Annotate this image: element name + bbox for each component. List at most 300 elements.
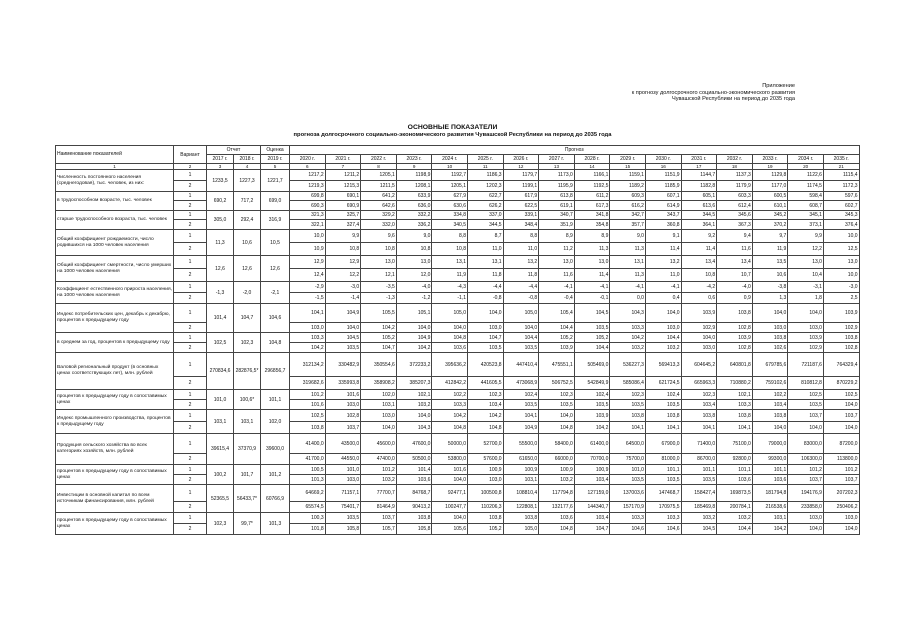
forecast-value: 613,6: [681, 201, 717, 211]
table-row: [56, 181, 860, 192]
forecast-value: 104,2: [396, 343, 432, 353]
table-row: [56, 524, 860, 535]
forecast-value: -0,1: [574, 293, 610, 304]
forecast-value: 13,5: [752, 256, 788, 269]
forecast-value: 61400,0: [574, 434, 610, 454]
forecast-value: 1189,2: [610, 181, 646, 192]
fact-value: 100,6*: [234, 390, 261, 410]
year-header: 2018 г.: [234, 155, 261, 164]
forecast-value: 101,6: [290, 400, 326, 410]
forecast-value: 102,2: [752, 390, 788, 400]
forecast-value: 103,5: [788, 400, 824, 410]
forecast-value: 55500,0: [503, 434, 539, 454]
fact-value: 1221,7: [261, 170, 290, 192]
forecast-value: 11,0: [503, 243, 539, 256]
indicator-label: Коэффициент естественного прироста населения, на 1000 человек населения: [56, 282, 174, 304]
column-number: 18: [717, 164, 753, 170]
forecast-value: 104,1: [290, 304, 326, 323]
forecast-value: 395636,2: [432, 353, 468, 377]
forecast-value: 50000,0: [432, 434, 468, 454]
table-row: [56, 192, 860, 201]
forecast-value: 322,1: [290, 220, 326, 230]
table-row: [56, 400, 860, 410]
fact-value: 102,3: [207, 513, 234, 535]
column-number: 12: [503, 164, 539, 170]
appendix-line: Чувашской Республики на период до 2035 года: [671, 96, 795, 103]
forecast-value: 100,9: [574, 465, 610, 475]
forecast-value: 630,6: [432, 201, 468, 211]
fact-value: 102,5: [207, 333, 234, 353]
forecast-value: 1173,0: [539, 170, 575, 181]
forecast-value: 104,1: [717, 422, 753, 434]
forecast-value: 343,7: [645, 211, 681, 220]
fact-value: 282876,5*: [234, 353, 261, 390]
forecast-value: 181794,8: [752, 485, 788, 502]
forecast-value: 84768,7: [396, 485, 432, 502]
forecast-value: 71157,1: [325, 485, 361, 502]
forecast-value: 332,0: [361, 220, 397, 230]
variant-cell: 2: [174, 293, 207, 304]
forecast-value: 105,2: [467, 524, 503, 535]
forecast-value: 10,7: [717, 269, 753, 282]
forecast-value: 475551,1: [539, 353, 575, 377]
forecast-value: 10,8: [325, 243, 361, 256]
forecast-value: 12,4: [290, 269, 326, 282]
forecast-value: -4,1: [539, 282, 575, 293]
forecast-value: 13,0: [788, 256, 824, 269]
forecast-value: 329,2: [361, 211, 397, 220]
forecast-value: 1198,9: [396, 170, 432, 181]
forecast-value: 104,2: [610, 333, 646, 343]
forecast-value: 104,0: [752, 304, 788, 323]
forecast-value: 103,5: [503, 400, 539, 410]
forecast-value: 102,3: [539, 390, 575, 400]
forecast-value: 104,8: [432, 422, 468, 434]
forecast-value: 157170,9: [610, 502, 646, 513]
forecast-value: 104,0: [539, 410, 575, 422]
forecast-value: 810812,8: [788, 377, 824, 390]
forecast-value: 41700,0: [290, 454, 326, 465]
forecast-value: 0,6: [681, 293, 717, 304]
forecast-value: 103,6: [396, 475, 432, 485]
forecast-value: 104,9: [325, 304, 361, 323]
table-body: [56, 170, 860, 535]
forecast-value: 103,9: [681, 304, 717, 323]
forecast-value: 10,0: [823, 269, 859, 282]
column-number: 17: [681, 164, 717, 170]
forecast-value: 1211,5: [361, 181, 397, 192]
forecast-value: 12,9: [290, 256, 326, 269]
forecast-value: 9,9: [325, 230, 361, 243]
forecast-value: 621724,5: [645, 377, 681, 390]
forecast-value: 506752,5: [539, 377, 575, 390]
forecast-value: 81000,0: [645, 454, 681, 465]
forecast-value: 350554,6: [361, 353, 397, 377]
forecast-value: 103,8: [752, 333, 788, 343]
forecast-value: 103,3: [717, 400, 753, 410]
forecast-value: 337,0: [467, 211, 503, 220]
forecast-value: 104,4: [574, 343, 610, 353]
table-row: [56, 269, 860, 282]
table-row: [56, 454, 860, 465]
forecast-value: 104,4: [503, 333, 539, 343]
forecast-value: 420523,8: [467, 353, 503, 377]
forecast-value: 1192,5: [574, 181, 610, 192]
forecast-value: 102,0: [361, 390, 397, 400]
forecast-value: 870229,2: [823, 377, 859, 390]
forecast-value: 103,8: [717, 410, 753, 422]
fact-value: 296856,7: [261, 353, 290, 390]
forecast-value: 103,2: [396, 400, 432, 410]
forecast-value: 104,3: [610, 304, 646, 323]
forecast-value: 2,5: [823, 293, 859, 304]
forecast-value: 1129,8: [752, 170, 788, 181]
forecast-value: 102,4: [574, 390, 610, 400]
forecast-value: 13,0: [361, 256, 397, 269]
forecast-value: 103,3: [610, 323, 646, 333]
forecast-value: 690,3: [290, 201, 326, 211]
forecast-value: 103,5: [325, 343, 361, 353]
fact-value: 690,2: [207, 192, 234, 211]
forecast-value: 41400,0: [290, 434, 326, 454]
forecast-value: -3,0: [325, 282, 361, 293]
forecast-value: 137003,6: [610, 485, 646, 502]
table-row: [56, 353, 860, 377]
forecast-value: 8,9: [539, 230, 575, 243]
indicator-label: процентов к предыдущему году в сопоставимых ценах: [56, 465, 174, 485]
forecast-value: 334,8: [432, 211, 468, 220]
forecast-value: 92477,1: [432, 485, 468, 502]
forecast-value: 104,8: [467, 422, 503, 434]
forecast-value: 100,9: [503, 465, 539, 475]
forecast-value: 104,0: [432, 323, 468, 333]
fact-value: 12,6: [261, 256, 290, 282]
appendix-line: Приложение: [762, 83, 795, 89]
variant-cell: 2: [174, 502, 207, 513]
forecast-value: 132177,6: [539, 502, 575, 513]
forecast-value: 13,0: [396, 256, 432, 269]
forecast-value: 617,9: [503, 192, 539, 201]
forecast-value: 103,6: [539, 513, 575, 524]
variant-cell: 2: [174, 400, 207, 410]
forecast-value: 104,1: [610, 422, 646, 434]
forecast-value: 104,4: [645, 333, 681, 343]
forecast-value: 103,0: [467, 323, 503, 333]
document-titles: [0, 124, 905, 139]
indicator-label: процентов к предыдущему году в сопоставимых ценах: [56, 390, 174, 410]
fact-value: 52365,5: [207, 485, 234, 513]
forecast-value: 10,8: [396, 243, 432, 256]
forecast-value: -0,8: [503, 293, 539, 304]
forecast-value: 1185,9: [645, 181, 681, 192]
forecast-value: 104,0: [503, 323, 539, 333]
forecast-value: 102,2: [432, 390, 468, 400]
indicator-label: в трудоспособном возрасте, тыс. человек: [56, 192, 174, 211]
year-header: 2024 г.: [432, 155, 468, 164]
forecast-value: 77700,7: [361, 485, 397, 502]
table-row: [56, 390, 860, 400]
forecast-value: 0,9: [717, 293, 753, 304]
forecast-value: 1166,1: [574, 170, 610, 181]
forecast-value: 105,0: [503, 304, 539, 323]
forecast-value: 104,0: [788, 422, 824, 434]
forecast-value: 327,4: [325, 220, 361, 230]
forecast-value: 127159,0: [574, 485, 610, 502]
forecast-value: 105,2: [539, 333, 575, 343]
indicator-label: Численность постоянного населения (среднегодовая), тыс. человек, из них:: [56, 170, 174, 192]
forecast-value: 52700,0: [467, 434, 503, 454]
forecast-value: 105,8: [396, 524, 432, 535]
forecast-value: 617,3: [574, 201, 610, 211]
forecast-value: 13,1: [610, 256, 646, 269]
forecast-value: 10,8: [432, 243, 468, 256]
forecast-value: 66000,0: [539, 454, 575, 465]
forecast-value: 351,9: [539, 220, 575, 230]
forecast-value: 101,2: [788, 465, 824, 475]
forecast-value: 636,0: [396, 201, 432, 211]
indicator-label: Продукция сельского хозяйства во всех категориях хозяйств, млн. рублей: [56, 434, 174, 465]
forecast-value: 370,2: [752, 220, 788, 230]
forecast-value: 13,4: [681, 256, 717, 269]
forecast-value: 103,5: [574, 323, 610, 333]
forecast-value: 103,5: [503, 343, 539, 353]
forecast-value: 70700,0: [574, 454, 610, 465]
table-row: [56, 256, 860, 269]
year-header: 2031 г.: [681, 155, 717, 164]
forecast-value: 75401,7: [325, 502, 361, 513]
forecast-value: 102,8: [717, 343, 753, 353]
forecast-value: 13,2: [503, 256, 539, 269]
forecast-value: 10,4: [788, 269, 824, 282]
forecast-value: 364,1: [681, 220, 717, 230]
fact-value: 101,7: [234, 465, 261, 485]
forecast-value: 100,9: [539, 465, 575, 475]
forecast-value: -3,5: [361, 282, 397, 293]
forecast-value: 569413,3: [645, 353, 681, 377]
forecast-value: -1,2: [396, 293, 432, 304]
variant-cell: 1: [174, 434, 207, 454]
forecast-value: 11,3: [610, 243, 646, 256]
forecast-value: 103,5: [645, 400, 681, 410]
forecast-value: 1115,4: [823, 170, 859, 181]
forecast-value: 699,8: [290, 192, 326, 201]
forecast-value: 75700,0: [610, 454, 646, 465]
forecast-value: 104,6: [610, 524, 646, 535]
forecast-value: 604645,2: [681, 353, 717, 377]
header-report: Отчет: [207, 146, 261, 155]
forecast-value: 104,8: [539, 422, 575, 434]
forecast-value: 104,7: [467, 333, 503, 343]
forecast-value: 607,1: [645, 192, 681, 201]
forecast-value: 104,0: [788, 524, 824, 535]
forecast-value: 103,0: [467, 475, 503, 485]
column-number: 16: [645, 164, 681, 170]
fact-value: 10,6: [234, 230, 261, 256]
forecast-value: 103,8: [503, 513, 539, 524]
forecast-value: 597,6: [823, 192, 859, 201]
variant-cell: 1: [174, 192, 207, 201]
forecast-value: -4,0: [396, 282, 432, 293]
table-row: [56, 323, 860, 333]
fact-value: 102,3: [234, 333, 261, 353]
forecast-value: 10,8: [681, 269, 717, 282]
fact-value: 12,6: [207, 256, 234, 282]
forecast-value: 103,9: [788, 333, 824, 343]
forecast-value: 447410,4: [503, 353, 539, 377]
forecast-value: 104,0: [396, 410, 432, 422]
column-number: 13: [539, 164, 575, 170]
variant-cell: 1: [174, 465, 207, 475]
forecast-value: 13,2: [645, 256, 681, 269]
forecast-value: 169873,5: [717, 485, 753, 502]
forecast-value: 1,8: [788, 293, 824, 304]
forecast-value: 102,9: [823, 323, 859, 333]
forecast-value: 100247,7: [432, 502, 468, 513]
forecast-value: -4,1: [574, 282, 610, 293]
forecast-value: 354,8: [574, 220, 610, 230]
forecast-value: 10,0: [290, 230, 326, 243]
year-header: 2020 г.: [290, 155, 326, 164]
forecast-value: 1205,1: [432, 181, 468, 192]
forecast-value: 104,0: [645, 304, 681, 323]
forecast-value: 105,8: [325, 524, 361, 535]
variant-cell: 1: [174, 256, 207, 269]
forecast-value: 1151,9: [645, 170, 681, 181]
column-number: 10: [432, 164, 468, 170]
fact-value: 99,7*: [234, 513, 261, 535]
forecast-value: 44550,0: [325, 454, 361, 465]
forecast-value: 339,1: [503, 211, 539, 220]
document-title: ОСНОВНЫЕ ПОКАЗАТЕЛИ: [407, 124, 498, 131]
fact-value: 101,1: [261, 390, 290, 410]
variant-cell: 2: [174, 422, 207, 434]
forecast-value: -0,4: [539, 293, 575, 304]
forecast-value: 103,9: [539, 343, 575, 353]
forecast-value: 104,7: [574, 524, 610, 535]
forecast-value: 104,3: [396, 422, 432, 434]
forecast-value: 103,7: [788, 475, 824, 485]
forecast-value: 633,9: [396, 192, 432, 201]
year-header: 2028 г.: [574, 155, 610, 164]
forecast-value: 12,1: [361, 269, 397, 282]
fact-value: 717,2: [234, 192, 261, 211]
variant-cell: 1: [174, 304, 207, 323]
forecast-value: 642,6: [361, 201, 397, 211]
forecast-value: 690,9: [325, 201, 361, 211]
forecast-value: 216538,6: [752, 502, 788, 513]
year-header: 2032 г.: [717, 155, 753, 164]
forecast-value: 101,4: [396, 465, 432, 475]
variant-cell: 2: [174, 343, 207, 353]
variant-cell: 1: [174, 170, 207, 181]
forecast-value: -4,1: [610, 282, 646, 293]
forecast-value: 1186,3: [467, 170, 503, 181]
forecast-value: 101,3: [290, 475, 326, 485]
forecast-value: 103,0: [290, 323, 326, 333]
forecast-value: -1,4: [325, 293, 361, 304]
forecast-value: 104,0: [325, 323, 361, 333]
table-row: [56, 211, 860, 220]
fact-value: 11,3: [207, 230, 234, 256]
fact-value: 1227,3: [234, 170, 261, 192]
forecast-value: 0,0: [610, 293, 646, 304]
forecast-value: 616,2: [610, 201, 646, 211]
column-number: 7: [325, 164, 361, 170]
forecast-value: 101,1: [752, 465, 788, 475]
forecast-value: 9,9: [788, 230, 824, 243]
forecast-value: 47400,0: [361, 454, 397, 465]
forecast-value: 1192,7: [432, 170, 468, 181]
forecast-value: 102,3: [610, 390, 646, 400]
forecast-value: 113800,0: [823, 454, 859, 465]
forecast-value: 321,3: [290, 211, 326, 220]
forecast-value: 542849,9: [574, 377, 610, 390]
forecast-value: 103,2: [539, 475, 575, 485]
year-header: 2021 г.: [325, 155, 361, 164]
column-number: 8: [361, 164, 397, 170]
forecast-value: 640801,8: [717, 353, 753, 377]
forecast-value: 9,6: [361, 230, 397, 243]
forecast-value: 342,7: [610, 211, 646, 220]
forecast-value: 105,0: [432, 304, 468, 323]
forecast-value: 101,0: [610, 465, 646, 475]
forecast-value: 103,6: [717, 475, 753, 485]
forecast-value: 1205,1: [361, 170, 397, 181]
forecast-value: 101,2: [361, 465, 397, 475]
forecast-value: 1199,1: [503, 181, 539, 192]
table-row: [56, 201, 860, 211]
forecast-value: 104,1: [503, 410, 539, 422]
forecast-value: 103,5: [467, 343, 503, 353]
forecast-value: 609,3: [610, 192, 646, 201]
forecast-value: 104,0: [752, 422, 788, 434]
forecast-value: 626,2: [467, 201, 503, 211]
forecast-value: 103,8: [610, 410, 646, 422]
forecast-value: 13,0: [574, 256, 610, 269]
fact-value: 101,2: [261, 465, 290, 485]
forecast-value: 103,8: [290, 422, 326, 434]
forecast-value: 122808,1: [503, 502, 539, 513]
forecast-value: 158427,4: [681, 485, 717, 502]
forecast-value: 104,2: [752, 524, 788, 535]
forecast-value: 185469,8: [681, 502, 717, 513]
variant-cell: 1: [174, 390, 207, 400]
indicator-label: в среднем за год, процентов к предыдущему году: [56, 333, 174, 353]
year-header: 2030 г.: [645, 155, 681, 164]
forecast-value: 47600,0: [396, 434, 432, 454]
forecast-value: 11,9: [432, 269, 468, 282]
forecast-value: 103,5: [610, 400, 646, 410]
forecast-value: 106300,0: [788, 454, 824, 465]
fact-value: 103,1: [234, 410, 261, 434]
forecast-value: 385207,3: [396, 377, 432, 390]
forecast-value: 104,1: [645, 422, 681, 434]
fact-value: 104,8: [261, 333, 290, 353]
forecast-value: 1211,2: [325, 170, 361, 181]
forecast-value: 103,9: [823, 304, 859, 323]
forecast-value: 103,0: [325, 475, 361, 485]
forecast-value: 104,5: [574, 304, 610, 323]
column-number: 3: [207, 164, 234, 170]
forecast-value: 105,5: [361, 304, 397, 323]
header-row-1: [56, 146, 860, 155]
forecast-value: 1172,3: [823, 181, 859, 192]
forecast-value: -1,1: [432, 293, 468, 304]
forecast-value: -4,4: [503, 282, 539, 293]
variant-cell: 2: [174, 181, 207, 192]
forecast-value: 104,6: [645, 524, 681, 535]
forecast-value: 12,2: [325, 269, 361, 282]
